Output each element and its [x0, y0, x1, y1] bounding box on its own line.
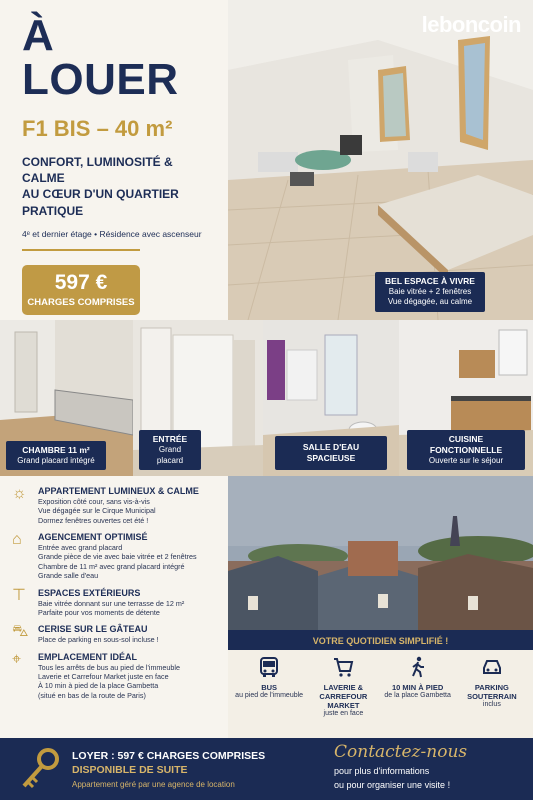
town-illustration [228, 476, 533, 630]
daily-title: PARKING SOUTERRAIN [467, 683, 517, 701]
hero-text-panel [0, 0, 228, 320]
price-subtitle: CHARGES COMPRISES [27, 296, 135, 308]
price-badge [22, 265, 140, 315]
tagline-line-2: AU CŒUR D'UN QUARTIER PRATIQUE [22, 187, 179, 218]
feature-line: Parfaite pour vos moments de détente [38, 607, 160, 617]
feature-item [12, 624, 218, 644]
feature-title: ESPACES EXTÉRIEURS [38, 587, 141, 598]
feature-line: Grande pièce de vie avec baie vitrée et 2 fenêtres [38, 552, 197, 562]
bathroom-photo [263, 320, 399, 476]
sun-icon: ☼ [12, 485, 27, 502]
cart-icon [308, 656, 378, 680]
feature-line: Entrée avec grand placard [38, 543, 123, 553]
price-value: 597 € [54, 270, 108, 294]
divider [22, 249, 140, 251]
feature-line: Chambre de 11 m² avec grand placard intégré [38, 561, 185, 571]
feature-title: APPARTEMENT LUMINEUX & CALME [38, 486, 199, 496]
contact-title[interactable]: Contactez-nous [334, 742, 468, 762]
feature-item [12, 486, 218, 525]
contact-line: ou pour organiser une visite ! [334, 780, 451, 790]
daily-sub: inclus [482, 701, 501, 708]
terrace-icon: ⊤ [12, 586, 26, 604]
listing-subtitle: F1 BIS – 40 m² [22, 116, 173, 141]
daily-sub: juste en face [323, 710, 364, 717]
daily-life-panel [228, 630, 533, 738]
car-icon [457, 656, 527, 680]
feature-line: À 10 min à pied de la place Gambetta [38, 681, 159, 691]
contact-line: pour plus d'informations [334, 766, 430, 776]
daily-sub: de la place Gambetta [384, 692, 451, 699]
footer [0, 738, 533, 800]
caption-title: BEL ESPACE À VIVRE [385, 276, 475, 286]
feature-line: Laverie et Carrefour Market juste en face [38, 671, 169, 681]
kitchen-caption [407, 430, 525, 470]
caption-title: CHAMBRE 11 m² [22, 444, 90, 455]
features-list [0, 476, 228, 738]
caption-line: Baie vitrée + 2 fenêtres [388, 287, 472, 297]
feature-item [12, 652, 218, 700]
home-icon: ⌂ [12, 531, 22, 549]
caption-title: ENTRÉE [152, 434, 188, 445]
kitchen-photo [399, 320, 533, 476]
feature-line: Place de parking en sous-sol incluse ! [38, 635, 159, 645]
feature-line: Baie vitrée donnant sur une terrasse de 12 m² [38, 598, 185, 608]
daily-items [228, 650, 533, 718]
caption-line: Ouverte sur le séjour [428, 455, 504, 465]
key-icon [18, 746, 62, 797]
feature-line: Vue dégagée sur le Cirque Municipal [38, 506, 156, 516]
daily-item-walk [383, 656, 453, 718]
entrance-caption [139, 430, 201, 470]
living-room-photo [228, 0, 533, 320]
tagline-line-1: CONFORT, LUMINOSITÉ & CALME [22, 155, 173, 186]
rent-summary: LOYER : 597 € CHARGES COMPRISES [72, 750, 266, 762]
feature-line: (situé en bas de la route de Paris) [38, 690, 146, 700]
feature-title: AGENCEMENT OPTIMISÉ [38, 532, 148, 543]
daily-item-parking [457, 656, 527, 718]
location-pin-icon: ⌖ [12, 650, 22, 668]
leboncoin-logo[interactable]: leboncoin [421, 12, 521, 37]
entrance-photo [133, 320, 263, 476]
town-view-photo [228, 476, 533, 630]
caption-line: Grand placard intégré [17, 455, 95, 465]
daily-title: 10 MIN À PIED [391, 683, 444, 692]
feature-item [12, 588, 218, 618]
tagline [22, 154, 206, 219]
floor-info: 4ᵉ et dernier étage • Résidence avec ascenseur [22, 228, 202, 239]
feature-line: Exposition côté cour, sans vis-à-vis [38, 497, 150, 506]
feature-line: Tous les arrêts de bus au pied de l'immeuble [38, 662, 181, 672]
daily-title: LAVERIE & CARREFOUR MARKET [319, 683, 368, 710]
bedroom-photo [0, 320, 133, 476]
caption-line: Vue dégagée, au calme [387, 297, 473, 307]
bus-icon [234, 656, 304, 680]
walking-icon [383, 656, 453, 680]
feature-line: Dormez fenêtres ouvertes cet été ! [38, 515, 149, 525]
feature-line: Grande salle d'eau [38, 571, 99, 581]
feature-item [12, 532, 218, 580]
car-icon: ⛍ [12, 623, 29, 641]
daily-item-bus [234, 656, 304, 718]
living-room-caption [375, 272, 485, 312]
caption-line: Grand placard [156, 445, 184, 465]
rent-availability: DISPONIBLE DE SUITE [72, 764, 188, 776]
daily-banner: VOTRE QUOTIDIEN SIMPLIFIÉ ! [228, 632, 533, 650]
listing-title: À LOUER [22, 11, 179, 104]
bathroom-caption [275, 436, 387, 470]
feature-title: CERISE SUR LE GÂTEAU [38, 624, 148, 635]
caption-title: SALLE D'EAU SPACIEUSE [302, 441, 360, 463]
feature-title: EMPLACEMENT IDÉAL [38, 651, 137, 662]
rent-agency-note: Appartement géré par une agence de location [72, 780, 235, 789]
bedroom-caption [6, 441, 106, 470]
daily-item-shopping [308, 656, 378, 718]
daily-sub: au pied de l'immeuble [235, 692, 304, 699]
caption-title: CUISINE FONCTIONNELLE [429, 433, 503, 455]
daily-title: BUS [261, 683, 278, 692]
